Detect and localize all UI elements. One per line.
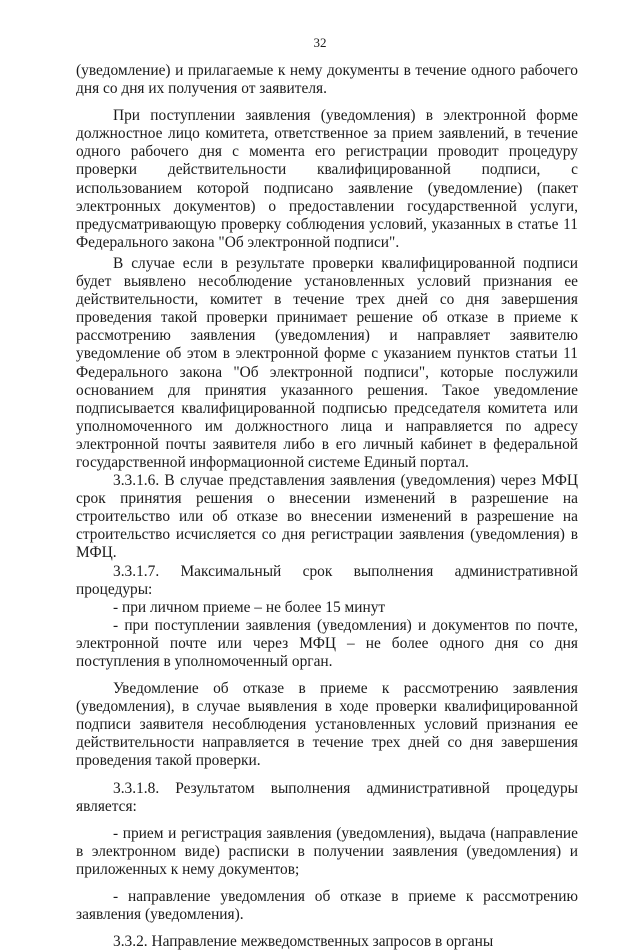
paragraph-3-3-1-8: 3.3.1.8. Результатом выполнения административной процедуры является: <box>76 779 578 815</box>
paragraph-continuation: (уведомление) и прилагаемые к нему документы в течение одного рабочего дня со дня их получения от заявителя. <box>76 62 578 98</box>
list-item-mail: - при поступлении заявления (уведомления) и документов по почте, электронной почте или через МФЦ – не более одного дня со дня поступления в уполномоченный орган. <box>76 616 578 670</box>
list-item-personal: - при личном приеме – не более 15 минут <box>113 598 386 616</box>
paragraph-refusal-notice: Уведомление об отказе в приеме к рассмотрению заявления (уведомления), в случае выявления в ходе проверки квалифицированной подписи заявителя несоблюдения установленных условий признания ее действительности направляется в течение трех дней со дня завершения проведения такой проверки. <box>76 680 578 770</box>
paragraph-3-3-2: 3.3.2. Направление межведомственных запросов в органы <box>113 933 494 951</box>
paragraph-3-3-1-6: 3.3.1.6. В случае представления заявления (уведомления) через МФЦ срок принятия решения о внесении изменений в разрешение на строительство или об отказе во внесении изменений в разрешение на строительство исчисляется со дня регистрации заявления (уведомления) в МФЦ. <box>76 472 578 562</box>
document-body <box>76 62 578 951</box>
page-number: 32 <box>313 35 327 50</box>
paragraph-3-3-1-7: 3.3.1.7. Максимальный срок выполнения административной процедуры: <box>76 562 578 598</box>
list-item-refusal: - направление уведомления об отказе в приеме к рассмотрению заявления (уведомления). <box>76 888 578 924</box>
list-item-registration: - прием и регистрация заявления (уведомления), выдача (направление в электронном виде) расписки в получении заявления (уведомления) и приложенных к нему документов; <box>76 824 578 878</box>
paragraph-signature-check: В случае если в результате проверки квалифицированной подписи будет выявлено несоблюдение установленных условий признания ее действительности, комитет в течение трех дней со дня завершения проведения такой проверки принимает решение об отказе в приеме к рассмотрению заявления (уведомления) и направляет заявителю уведомление об этом в электронной форме с указанием пунктов статьи 11 Федерального закона "Об электронной подписи", которые послужили основанием для принятия указанного решения. Такое уведомление подписывается квалифицированной подписью председателя комитета или уполномоченного им должностного лица и направляется по адресу электронной почты заявителя либо в его личный кабинет в федеральной государственной информационной системе Единый портал. <box>76 254 578 471</box>
paragraph-electronic-receipt: При поступлении заявления (уведомления) в электронной форме должностное лицо комитета, ответственное за прием заявлений, в течение одного рабочего дня с момента его регистрации проводит процедуру проверки действительности квалифицированной подписи, с использованием которой подписано заявление (уведомление) (пакет электронных документов) о предоставлении государственной услуги, предусматривающую проверку соблюдения условий, указанных в статье 11 Федерального закона "Об электронной подписи". <box>76 107 578 251</box>
